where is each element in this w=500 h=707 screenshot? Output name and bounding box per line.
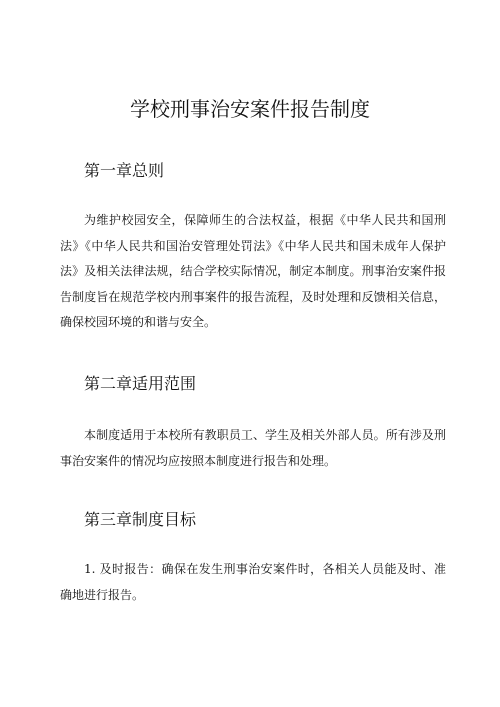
chapter-1-heading: 第一章总则: [84, 161, 165, 180]
chapter-2-paragraph: 本制度适用于本校所有教职员工、学生及相关外部人员。所有涉及刑事治安案件的情况均应按照本制度进行报告和处理。: [60, 428, 446, 468]
chapter-3-heading: 第三章制度目标: [84, 510, 197, 529]
chapter-2-heading: 第二章适用范围: [84, 374, 197, 393]
document-title: 学校刑事治安案件报告制度: [130, 97, 370, 121]
chapter-1-paragraph: 为维护校园安全，保障师生的合法权益，根据《中华人民共和国刑法》《中华人民共和国治安管理处罚法》《中华人民共和国未成年人保护法》及相关法律法规，结合学校实际情况，制定本制度。刑事治安案件报告制度旨在规范学校内刑事案件的报告流程，及时处理和反馈相关信息，确保校园环境的和谐与安全。: [60, 213, 446, 329]
chapter-3-paragraph: 1. 及时报告：确保在发生刑事治安案件时，各相关人员能及时、准确地进行报告。: [60, 562, 446, 602]
